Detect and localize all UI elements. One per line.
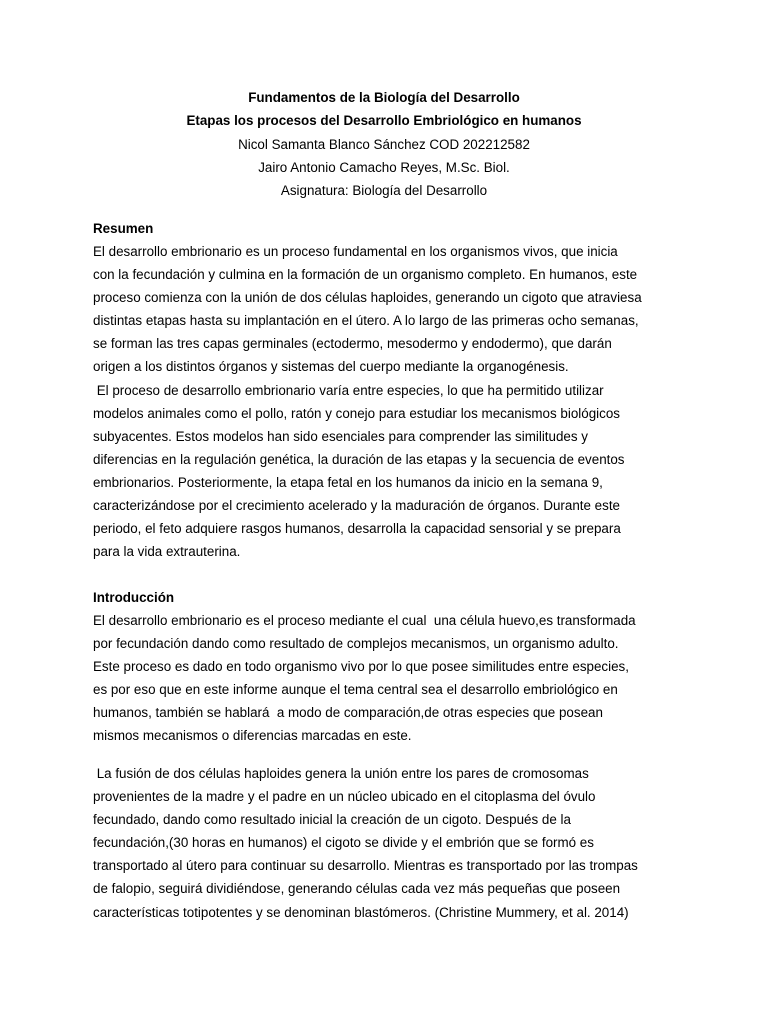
text-line: humanos, también se hablará a modo de comparación,de otras especies que posean [93, 705, 603, 721]
text-line: fecundado, dando como resultado inicial la creación de un cigoto. Después de la [93, 812, 571, 828]
introduccion-paragraph-1 [93, 609, 673, 748]
professor-line: Jairo Antonio Camacho Reyes, M.Sc. Biol. [258, 159, 510, 175]
text-line: provenientes de la madre y el padre en un núcleo ubicado en el citoplasma del óvulo [93, 789, 596, 805]
text-line: El desarrollo embrionario es un proceso fundamental en los organismos vivos, que inicia [93, 244, 618, 259]
text-line: es por eso que en este informe aunque el tema central sea el desarrollo embriológico en [93, 682, 618, 698]
text-line: de falopio, seguirá dividiéndose, generando células cada vez más pequeñas que poseen [93, 881, 621, 897]
text-line: periodo, el feto adquiere rasgos humanos, desarrolla la capacidad sensorial y se prepara [93, 521, 621, 537]
text-line: embrionarios. Posteriormente, la etapa fetal en los humanos da inicio en la semana 9, [93, 474, 603, 490]
text-line: Este proceso es dado en todo organismo vivo por lo que posee similitudes entre especies, [93, 659, 629, 675]
resumen-paragraph [93, 240, 673, 563]
text-line: La fusión de dos células haploides genera la unión entre los pares de cromosomas [93, 766, 589, 781]
text-line: caracterizándose por el crecimiento acelerado y la maduración de órganos. Durante este [93, 498, 620, 514]
text-line: distintas etapas hasta su implantación en el útero. A lo largo de las primeras ocho semanas, [93, 313, 639, 329]
document-header [0, 86, 768, 202]
text-line: transportado al útero para continuar su desarrollo. Mientras es transportado por las trompas [93, 858, 638, 874]
text-line: características totipotentes y se denominan blastómeros. (Christine Mummery, et al. 2014) [93, 904, 629, 920]
text-line: subyacentes. Estos modelos han sido esenciales para comprender las similitudes y [93, 428, 588, 444]
text-line: modelos animales como el pollo, ratón y conejo para estudiar los mecanismos biológicos [93, 405, 620, 421]
text-line: diferencias en la regulación genética, la duración de las etapas y la secuencia de eventos [93, 451, 625, 467]
text-line: por fecundación dando como resultado de complejos mecanismos, un organismo adulto. [93, 636, 619, 652]
author-line: Nicol Samanta Blanco Sánchez COD 202212582 [238, 136, 530, 152]
text-line: origen a los distintos órganos y sistemas del cuerpo mediante la organogénesis. [93, 359, 569, 375]
text-line: mismos mecanismos o diferencias marcadas en este. [93, 728, 412, 744]
text-line: fecundación,(30 horas en humanos) el cigoto se divide y el embrión que se formó es [93, 835, 594, 851]
text-line: con la fecundación y culmina en la formación de un organismo completo. En humanos, este [93, 267, 638, 283]
text-line: para la vida extrauterina. [93, 544, 241, 560]
text-line: proceso comienza con la unión de dos células haploides, generando un cigoto que atraviesa [93, 290, 642, 306]
resumen-heading: Resumen [93, 221, 154, 236]
document-subtitle: Etapas los procesos del Desarrollo Embriológico en humanos [186, 113, 582, 129]
document-title: Fundamentos de la Biología del Desarrollo [248, 90, 520, 105]
text-line: El desarrollo embrionario es el proceso mediante el cual una célula huevo,es transformada [93, 613, 636, 628]
introduccion-heading: Introducción [93, 590, 175, 605]
text-line: El proceso de desarrollo embrionario varía entre especies, lo que ha permitido utilizar [93, 382, 604, 398]
course-line: Asignatura: Biología del Desarrollo [280, 183, 488, 199]
introduccion-paragraph-2 [93, 762, 673, 924]
text-line: se forman las tres capas germinales (ectodermo, mesodermo y endodermo), que darán [93, 336, 612, 352]
